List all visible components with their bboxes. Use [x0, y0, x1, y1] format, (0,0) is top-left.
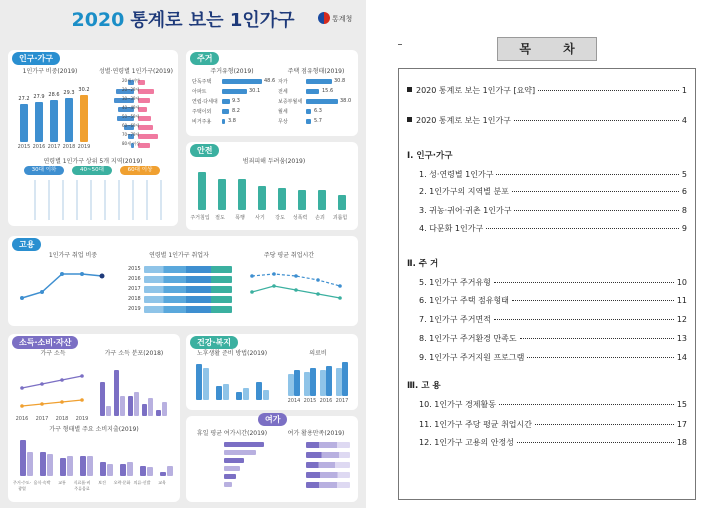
infographic-title: [0, 6, 366, 34]
dist-bar: [128, 396, 133, 416]
age-label: 60~69세: [122, 123, 140, 128]
age-label: 70~79세: [122, 132, 140, 137]
page-mark: [398, 44, 402, 45]
medical-year: 2016: [319, 398, 333, 404]
retire-bar: [216, 386, 222, 400]
housing-tenure-chart: [278, 78, 356, 132]
dot-leader: [514, 210, 678, 211]
stacked-year: 2017: [128, 286, 141, 292]
population-chart3-title: 연령별 1인가구 상위 5개 지역(2019): [43, 158, 143, 165]
medical-year: 2015: [303, 398, 317, 404]
housing-type-bar: [222, 119, 225, 124]
age-label: 80세 이상: [122, 141, 140, 146]
toc-item[interactable]: [419, 205, 687, 217]
toc-box: [398, 68, 696, 500]
stacked-row: [144, 286, 232, 293]
x-label: 2016: [32, 144, 46, 150]
toc-page-number: 12: [676, 315, 687, 324]
bar-value: 30.2: [78, 87, 90, 93]
tenure-bar: [306, 119, 311, 124]
stacked-row: [144, 266, 232, 273]
bar-2015: [20, 104, 28, 142]
employment-panel: [8, 236, 358, 326]
female-bar: [138, 134, 158, 139]
retire-bar: [236, 392, 242, 400]
toc-page-number: 6: [681, 187, 687, 196]
toc-item-label: 9. 1인가구 주거지원 프로그램: [419, 353, 525, 362]
spend-label: 음식·숙박: [33, 480, 51, 485]
spend-bar: [20, 440, 26, 476]
toc-top-item[interactable]: [407, 85, 687, 97]
housing-type-label: 연립·다세대: [192, 99, 218, 105]
toc-section-title: Ⅰ. 인구·가구: [407, 151, 453, 161]
toc-item-label: 2020 통계로 보는 1인가구 [요약]: [416, 86, 536, 95]
housing-type-label: 비거주용: [192, 119, 212, 125]
income-line-chart: [14, 360, 90, 416]
satisfaction-bar: [306, 442, 350, 448]
spend-label: 보건: [98, 480, 106, 485]
consumption-section-tag: 소득·소비·자산: [12, 336, 78, 349]
spend-bar: [107, 464, 113, 476]
housing-type-value: 30.1: [249, 88, 261, 94]
dot-leader: [499, 404, 674, 405]
employment-section-tag: 고용: [12, 238, 41, 251]
dot-leader: [520, 338, 674, 339]
consumption-bar-chart: [18, 436, 174, 476]
tenure-label: 보증부월세: [278, 99, 303, 105]
toc-item[interactable]: [419, 333, 687, 345]
housing-type-chart: [192, 78, 276, 132]
employment-chart2-title: 연령별 1인가구 취업자: [149, 252, 209, 259]
toc-item-label: 6. 1인가구 주택 점유형태: [419, 296, 509, 305]
leisure-bar: [224, 442, 264, 447]
stacked-row: [144, 306, 232, 313]
dot-leader: [527, 357, 673, 358]
bar-value: 29.3: [63, 90, 75, 96]
leisure-chart1-title: 휴일 평균 여가시간(2019): [196, 430, 268, 437]
dot-leader: [535, 424, 674, 425]
dist-bar: [106, 406, 111, 416]
toc-item[interactable]: [419, 437, 687, 449]
spend-bar: [167, 466, 173, 476]
stacked-year: 2016: [128, 276, 141, 282]
stacked-row: [144, 276, 232, 283]
spend-bar: [60, 458, 66, 476]
population-section-tag: 인구·가구: [12, 52, 60, 65]
safety-x-label: 사기: [255, 215, 265, 221]
retire-bar: [203, 368, 209, 400]
work-hours-line-chart: [244, 262, 352, 314]
spend-bar: [147, 467, 153, 476]
dot-leader: [496, 174, 678, 175]
income-year: 2018: [55, 416, 69, 422]
female-bar: [138, 98, 150, 103]
safety-bar: [278, 188, 286, 210]
income-year: 2017: [35, 416, 49, 422]
spend-bar: [100, 462, 106, 476]
spend-bar: [40, 452, 46, 476]
bar-2016: [35, 102, 43, 142]
tenure-label: 자가: [278, 79, 288, 85]
toc-page-number: 5: [681, 170, 687, 179]
safety-bar: [298, 190, 306, 210]
toc-item-label: 7. 1인가구 주거면적: [419, 315, 491, 324]
toc-item-label: 8. 1인가구 주거환경 만족도: [419, 334, 517, 343]
spend-bar: [140, 466, 146, 476]
spend-bar: [87, 456, 93, 476]
dot-leader: [486, 228, 679, 229]
population-chart1-title: 1인가구 비중(2019): [22, 68, 78, 75]
retire-bar: [243, 388, 249, 400]
housing-type-value: 3.8: [228, 118, 236, 124]
employment-chart1-title: 1인가구 취업 비중: [48, 252, 98, 259]
tenure-value: 30.8: [334, 78, 346, 84]
leisure-bar: [224, 482, 232, 487]
dist-bar: [120, 396, 125, 416]
housing-chart1-title: 주거유형(2019): [210, 68, 254, 75]
toc-section-title: Ⅱ. 주 거: [407, 259, 439, 269]
tenure-bar: [306, 79, 332, 84]
consumption-chart2-title: 가구 소득 분포(2018): [104, 350, 164, 357]
toc-item[interactable]: [419, 186, 687, 198]
leisure-panel: [186, 416, 358, 502]
toc-item-label: 2. 1인가구의 지역별 분포: [419, 187, 509, 196]
dot-leader: [538, 90, 679, 91]
employment-line-chart: [14, 260, 122, 312]
stacked-year: 2019: [128, 306, 141, 312]
spend-label: 교육: [158, 480, 166, 485]
satisfaction-bar: [306, 472, 350, 478]
square-bullet-icon: [407, 87, 412, 92]
safety-x-label: 괴롭힘: [332, 215, 348, 221]
agency-name: 통계청: [332, 15, 353, 23]
spend-bar: [27, 452, 33, 476]
region-pill: 60대 이상: [120, 166, 160, 175]
population-chart2-title: 성별·연령별 1인가구(2019): [99, 68, 173, 75]
bar-value: 27.9: [33, 94, 45, 100]
bar-2018: [65, 98, 73, 142]
toc-item-label: 11. 1인가구 주당 평균 취업시간: [419, 420, 532, 429]
toc-item[interactable]: [419, 399, 687, 411]
safety-chart-title: 범죄피해 두려움(2019): [242, 158, 306, 165]
medical-year: 2017: [335, 398, 349, 404]
x-label: 2015: [17, 144, 31, 150]
toc-page-number: 18: [676, 438, 687, 447]
safety-bar: [318, 190, 326, 210]
toc-item-label: 10. 1인가구 경제활동: [419, 400, 496, 409]
safety-bar: [258, 186, 266, 210]
dist-bar: [142, 404, 147, 416]
toc-page-number: 8: [681, 206, 687, 215]
safety-section-tag: 안전: [190, 144, 219, 157]
satisfaction-bar: [306, 462, 350, 468]
x-label: 2019: [77, 144, 91, 150]
housing-type-value: 8.2: [232, 108, 240, 114]
income-year: 2019: [75, 416, 89, 422]
bar-2017: [50, 100, 58, 142]
toc-item[interactable]: [419, 352, 687, 364]
medical-bar: [310, 368, 316, 396]
housing-type-label: 단독주택: [192, 79, 212, 85]
toc-top-item[interactable]: [407, 115, 687, 127]
consumption-chart1-title: 가구 소득: [40, 350, 66, 357]
dot-leader: [517, 442, 674, 443]
dist-bar: [148, 398, 153, 416]
safety-bar-chart: [196, 168, 352, 210]
housing-chart2-title: 주택 점유형태(2019): [287, 68, 345, 75]
spend-bar: [80, 456, 86, 476]
tenure-value: 6.3: [314, 108, 322, 114]
tenure-label: 전세: [278, 89, 288, 95]
satisfaction-bar: [306, 482, 350, 488]
spend-bar: [47, 454, 53, 476]
retirement-bar-chart: [194, 360, 278, 400]
spend-label: 주거·수도·광열: [13, 480, 31, 491]
safety-x-label: 절도: [215, 215, 225, 221]
toc-item[interactable]: [419, 223, 687, 235]
x-label: 2017: [47, 144, 61, 150]
toc-item[interactable]: [419, 295, 687, 307]
region-pill: 30대 이하: [24, 166, 64, 175]
retire-bar: [263, 390, 269, 400]
leisure-bar: [224, 474, 236, 479]
medical-year: 2014: [287, 398, 301, 404]
employment-chart3-title: 주당 평균 취업시간: [263, 252, 315, 259]
spend-bar: [160, 472, 166, 476]
tenure-label: 월세: [278, 109, 288, 115]
toc-page-number: 14: [676, 353, 687, 362]
leisure-time-chart: [194, 440, 274, 498]
age-label: 50~59세: [122, 114, 140, 119]
income-year: 2016: [15, 416, 29, 422]
consumption-chart3-title: 가구 형태별 주요 소비지출(2019): [49, 426, 139, 433]
housing-type-bar: [222, 89, 247, 94]
spend-label: 의류·신발: [133, 480, 151, 485]
toc-page-number: 9: [681, 224, 687, 233]
tenure-bar: [306, 89, 319, 94]
title-text: 통계로 보는 1인가구: [130, 10, 295, 31]
toc-item-label: 1. 성·연령별 1인가구: [419, 170, 494, 179]
housing-section-tag: 주거: [190, 52, 219, 65]
dist-bar: [156, 410, 161, 416]
dist-bar: [114, 370, 119, 416]
consumption-panel: [8, 334, 180, 502]
toc-header: 목 차: [497, 37, 597, 61]
safety-x-label: 주거침입: [190, 215, 210, 221]
tenure-value: 5.7: [314, 118, 322, 124]
stacked-year: 2015: [128, 266, 141, 272]
bar-2019: [80, 95, 88, 142]
toc-item[interactable]: [419, 314, 687, 326]
employment-stacked-chart: [128, 264, 236, 316]
satisfaction-bar: [306, 452, 350, 458]
population-panel: [8, 50, 178, 226]
retire-bar: [256, 382, 262, 400]
spend-bar: [127, 462, 133, 476]
toc-page-number: 10: [676, 278, 687, 287]
toc-item-label: 12. 1인가구 고용의 안정성: [419, 438, 514, 447]
tenure-bar: [306, 109, 311, 114]
toc-item-label: 4. 다문화 1인가구: [419, 224, 484, 233]
dot-leader: [512, 300, 674, 301]
leisure-bar: [224, 466, 240, 471]
bar-value: 27.2: [18, 96, 30, 102]
housing-type-value: 48.6: [264, 78, 276, 84]
dot-leader: [512, 191, 679, 192]
toc-item[interactable]: [419, 419, 687, 431]
agency-emblem-icon: [318, 12, 330, 24]
housing-type-value: 9.3: [232, 98, 240, 104]
leisure-chart2-title: 여가 활용만족(2019): [287, 430, 345, 437]
tenure-value: 15.6: [322, 88, 334, 94]
spend-bar: [120, 464, 126, 476]
safety-bar: [338, 195, 346, 210]
age-label: 20~29세: [122, 87, 140, 92]
dist-bar: [100, 382, 105, 416]
tenure-bar: [306, 99, 338, 104]
square-bullet-icon: [407, 117, 412, 122]
retire-bar: [223, 384, 229, 400]
toc-page-number: 17: [676, 420, 687, 429]
age-label: 20세 미만: [122, 78, 140, 83]
safety-x-label: 손괴: [315, 215, 325, 221]
toc-page-number: 15: [676, 400, 687, 409]
health-section-tag: 건강·복지: [190, 336, 238, 349]
health-chart1-title: 노후생활 준비 방법(2019): [196, 350, 268, 357]
dot-leader: [514, 120, 679, 121]
age-pyramid-chart: [98, 78, 174, 150]
spend-label: 교통: [58, 480, 66, 485]
retire-bar: [196, 364, 202, 400]
toc-page-number: 13: [676, 334, 687, 343]
x-label: 2018: [62, 144, 76, 150]
stacked-row: [144, 296, 232, 303]
toc-page-number: 4: [681, 116, 687, 125]
female-bar: [138, 125, 153, 130]
housing-type-bar: [222, 109, 229, 114]
toc-page-number: 11: [676, 296, 687, 305]
title-year: 2020: [71, 9, 125, 31]
female-bar: [138, 116, 151, 121]
leisure-section-tag: 여가: [258, 413, 287, 426]
toc-item-label: 5. 1인가구 주거유형: [419, 278, 491, 287]
medical-bar-chart: [286, 360, 352, 396]
safety-bar: [218, 179, 226, 210]
safety-x-label: 강도: [275, 215, 285, 221]
safety-x-label: 폭행: [235, 215, 245, 221]
age-label: 40~49세: [122, 105, 140, 110]
dot-leader: [494, 319, 674, 320]
safety-bar: [198, 172, 206, 210]
dot-leader: [494, 282, 674, 283]
bar-value: 28.6: [48, 92, 60, 98]
toc-item-label: 3. 귀농·귀어·귀촌 1인가구: [419, 206, 512, 215]
dist-bar: [134, 392, 139, 416]
health-chart2-title: 의료비: [309, 350, 327, 357]
female-bar: [138, 89, 154, 94]
toc-item[interactable]: [419, 277, 687, 289]
dist-bar: [162, 402, 167, 416]
spend-label: 오락·문화: [113, 480, 131, 485]
toc-item-label: 2020 통계로 보는 1인가구: [416, 116, 511, 125]
safety-x-label: 성폭력: [292, 215, 308, 221]
stacked-year: 2018: [128, 296, 141, 302]
housing-type-label: 아파트: [192, 89, 207, 95]
leisure-bar: [224, 458, 244, 463]
region-pill: 40~50대: [72, 166, 112, 175]
leisure-satisfaction-chart: [282, 440, 354, 498]
toc-section-title: Ⅲ. 고 용: [407, 381, 441, 391]
toc-item[interactable]: [419, 169, 687, 181]
safety-bar: [238, 179, 246, 210]
spend-label: 식료품·비주류음료: [73, 480, 91, 491]
medical-bar: [326, 366, 332, 396]
region-icons: [22, 180, 172, 220]
income-dist-chart: [98, 364, 176, 416]
tenure-value: 38.0: [340, 98, 352, 104]
medical-bar: [294, 370, 300, 396]
spend-bar: [67, 456, 73, 476]
housing-type-bar: [222, 79, 262, 84]
leisure-bar: [224, 450, 256, 455]
housing-type-label: 주택이외: [192, 109, 212, 115]
medical-bar: [342, 362, 348, 396]
population-bar-chart: [18, 82, 92, 142]
housing-type-bar: [222, 99, 230, 104]
age-label: 30~39세: [122, 96, 140, 101]
tenure-label: 무상: [278, 119, 288, 125]
toc-page-number: 1: [681, 86, 687, 95]
